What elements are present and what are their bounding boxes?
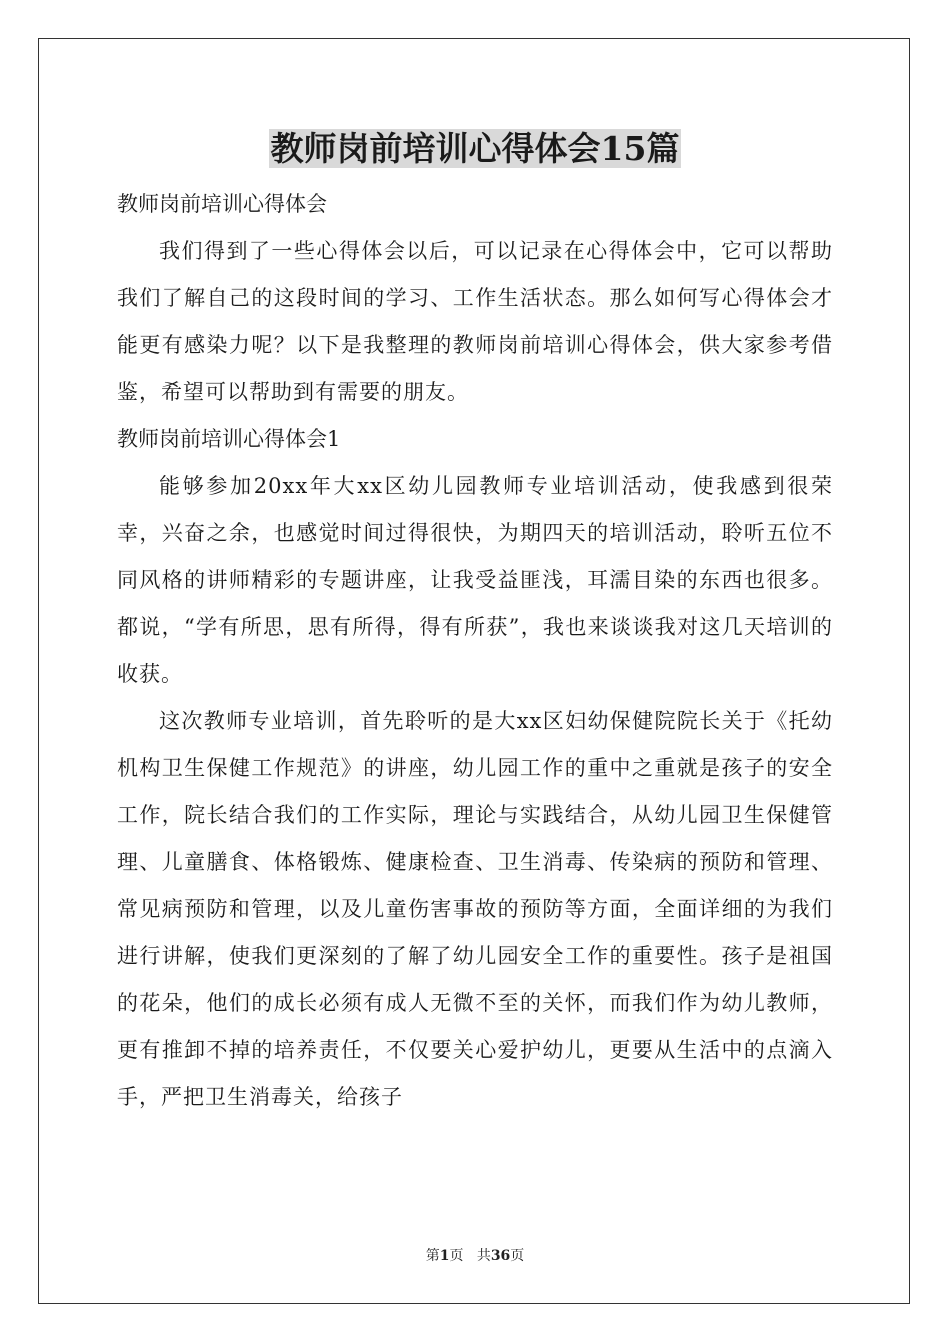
page-number: 1 bbox=[439, 1248, 450, 1264]
page-footer bbox=[0, 1246, 950, 1266]
body-paragraph: 能够参加20xx年大xx区幼儿园教师专业培训活动，使我感到很荣幸，兴奋之余，也感觉时间过得很快，为期四天的培训活动，聆听五位不同风格的讲师精彩的专题讲座，让我受益匪浅，耳濡目染的东西也很多。都说，“学有所思，思有所得，得有所获”，我也来谈谈我对这几天培训的收获。 bbox=[117, 474, 833, 686]
document-subtitle: 教师岗前培训心得体会 bbox=[117, 192, 327, 216]
document-body bbox=[117, 181, 833, 1121]
document-title bbox=[0, 126, 950, 172]
section-heading-1: 教师岗前培训心得体会1 bbox=[117, 427, 341, 451]
total-pages: 36 bbox=[490, 1248, 511, 1264]
page-label-suffix: 页 bbox=[449, 1248, 464, 1264]
body-paragraph: 这次教师专业培训，首先聆听的是大xx区妇幼保健院院长关于《托幼机构卫生保健工作规范》的讲座，幼儿园工作的重中之重就是孩子的安全工作，院长结合我们的工作实际，理论与实践结合，从幼儿园卫生保健管理、儿童膳食、体格锻炼、健康检查、卫生消毒、传染病的预防和管理、常见病预防和管理，以及儿童伤害事故的预防等方面，全面详细的为我们进行讲解，使我们更深刻的了解了幼儿园安全工作的重要性。孩子是祖国的花朵，他们的成长必须有成人无微不至的关怀，而我们作为幼儿教师，更有推卸不掉的培养责任，不仅要关心爱护幼儿，更要从生活中的点滴入手，严把卫生消毒关，给孩子 bbox=[117, 709, 833, 1109]
page-label-prefix: 第 bbox=[425, 1248, 440, 1264]
intro-paragraph: 我们得到了一些心得体会以后，可以记录在心得体会中，它可以帮助我们了解自己的这段时间的学习、工作生活状态。那么如何写心得体会才能更有感染力呢？以下是我整理的教师岗前培训心得体会，供大家参考借鉴，希望可以帮助到有需要的朋友。 bbox=[117, 239, 833, 404]
document-title-text: 教师岗前培训心得体会15篇 bbox=[270, 129, 680, 168]
total-label-prefix: 共 bbox=[476, 1248, 491, 1264]
total-label-suffix: 页 bbox=[510, 1248, 525, 1264]
